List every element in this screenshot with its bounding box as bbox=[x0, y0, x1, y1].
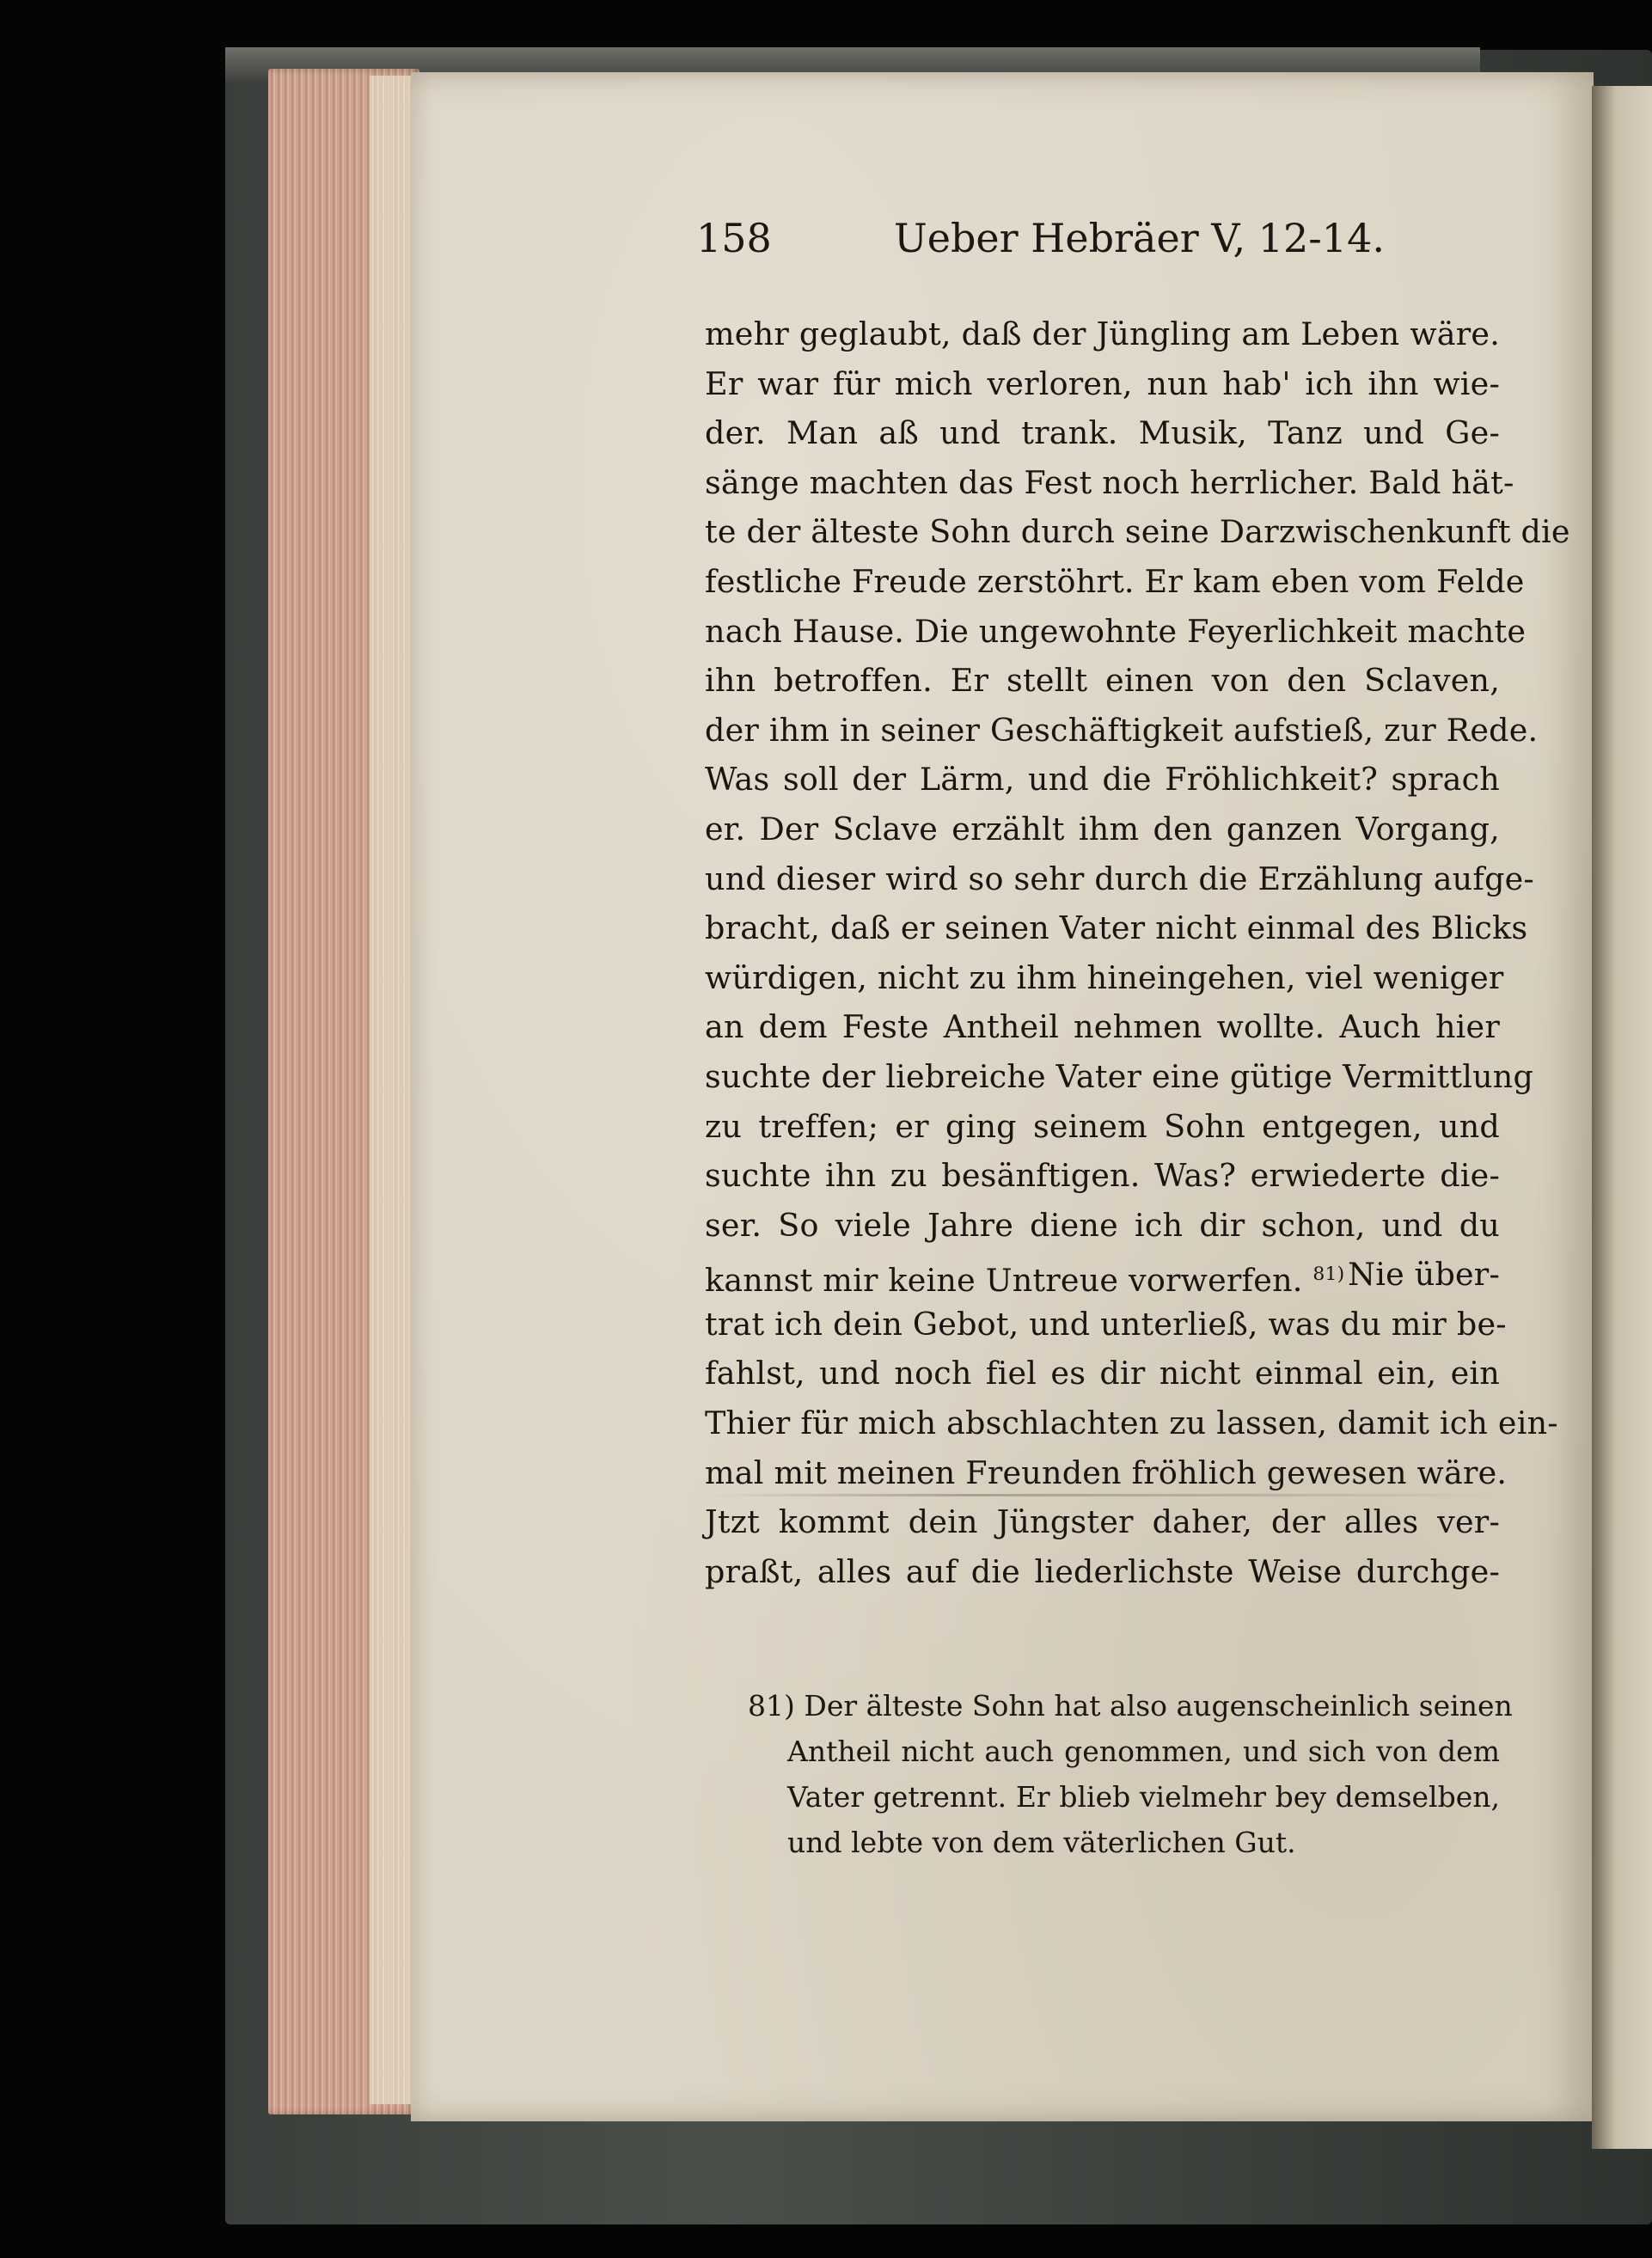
footnote-line: 81) Der älteste Sohn hat also augenscheinlich seinen bbox=[748, 1689, 1513, 1723]
text-line: und dieser wird so sehr durch die Erzählung aufge- bbox=[705, 860, 1534, 897]
footnote-line: und lebte von dem väterlichen Gut. bbox=[787, 1826, 1296, 1859]
text-line-segment: Nie über- bbox=[1348, 1256, 1500, 1294]
text-line: Thier für mich abschlachten zu lassen, damit ich ein- bbox=[705, 1404, 1558, 1442]
text-line: mal mit meinen Freunden fröhlich gewesen wäre. bbox=[705, 1453, 1508, 1491]
text-line: zu treffen; er ging seinem Sohn entgegen, und bbox=[705, 1107, 1500, 1145]
running-title: Ueber Hebräer V, 12-14. bbox=[894, 215, 1385, 261]
text-line: fahlst, und noch fiel es dir nicht einmal ein, ein bbox=[705, 1355, 1500, 1392]
text-line: festliche Freude zerstöhrt. Er kam eben vom Felde bbox=[705, 562, 1525, 600]
footnote bbox=[748, 1683, 1513, 1865]
text-line: praßt, alles auf die liederlichste Weise durchge- bbox=[705, 1552, 1500, 1590]
text-line: der ihm in seiner Geschäftigkeit aufstieß, zur Rede. bbox=[705, 711, 1539, 749]
text-line-segment: kannst mir keine Untreue vorwerfen. bbox=[705, 1262, 1303, 1300]
footnote-reference: 81) bbox=[1312, 1264, 1345, 1286]
text-line: mehr geglaubt, daß der Jüngling am Leben wäre. bbox=[705, 315, 1500, 352]
text-line: suchte ihn zu besänftigen. Was? erwiederte die- bbox=[705, 1157, 1500, 1195]
text-line: bracht, daß er seinen Vater nicht einmal des Blicks bbox=[705, 909, 1528, 947]
paper-crease bbox=[705, 1494, 1504, 1496]
text-line: sänge machten das Fest noch herrlicher. Bald hät- bbox=[705, 463, 1514, 501]
text-line: würdigen, nicht zu ihm hineingehen, viel weniger bbox=[705, 958, 1504, 996]
text-line-with-footnote-ref bbox=[705, 1250, 1500, 1300]
text-line: ser. So viele Jahre diene ich dir schon, und du bbox=[705, 1206, 1500, 1244]
page-number: 158 bbox=[696, 215, 772, 261]
text-line: ihn betroffen. Er stellt einen von den Sclaven, bbox=[705, 662, 1500, 700]
footnote-line: Antheil nicht auch genommen, und sich von dem bbox=[787, 1735, 1500, 1768]
text-line: er. Der Sclave erzählt ihm den ganzen Vorgang, bbox=[705, 810, 1500, 848]
facing-page-edge bbox=[1592, 86, 1652, 2149]
body-text bbox=[705, 309, 1570, 1596]
footnote-line: Vater getrennt. Er blieb vielmehr bey demselben, bbox=[787, 1780, 1500, 1814]
text-line: Er war für mich verloren, nun hab' ich ihn wie- bbox=[705, 364, 1500, 402]
text-line: der. Man aß und trank. Musik, Tanz und Ge- bbox=[705, 414, 1500, 452]
text-line: an dem Feste Antheil nehmen wollte. Auch hier bbox=[705, 1008, 1500, 1046]
page-header bbox=[696, 215, 1385, 284]
text-line: Jtzt kommt dein Jüngster daher, der alles ver- bbox=[705, 1503, 1500, 1541]
text-line: suchte der liebreiche Vater eine gütige Vermittlung bbox=[705, 1057, 1534, 1095]
text-line: Was soll der Lärm, und die Fröhlichkeit? sprach bbox=[705, 761, 1500, 799]
text-line: nach Hause. Die ungewohnte Feyerlichkeit machte bbox=[705, 612, 1527, 650]
text-line: trat ich dein Gebot, und unterließ, was du mir be- bbox=[705, 1305, 1507, 1343]
text-line: te der älteste Sohn durch seine Darzwischenkunft die bbox=[705, 513, 1570, 551]
